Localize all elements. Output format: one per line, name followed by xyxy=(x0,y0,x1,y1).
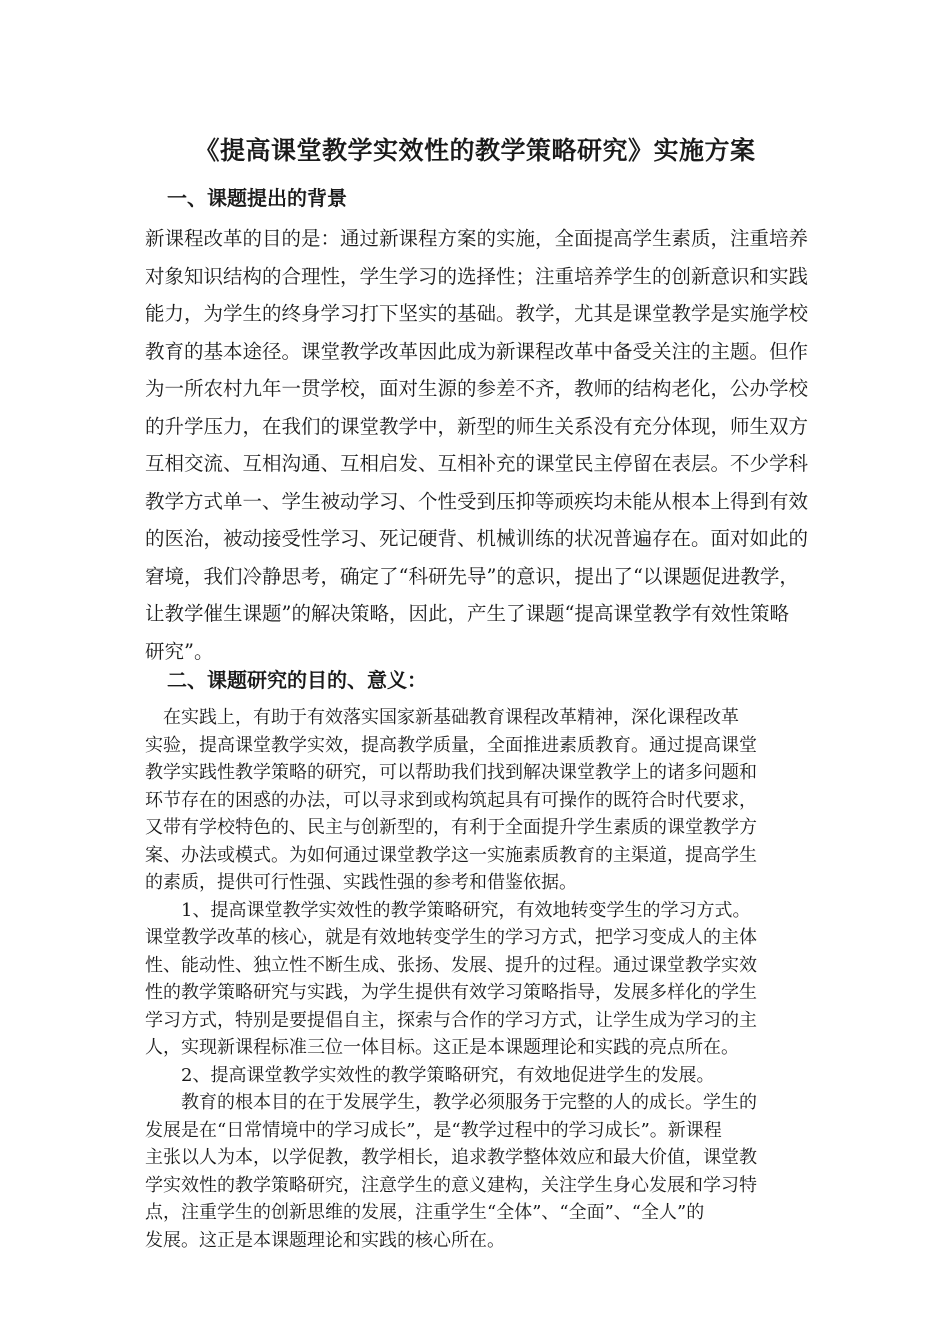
paragraph-line: 点，注重学生的创新思维的发展，注重学生“全体”、“全面”、“全人”的 xyxy=(145,1202,705,1223)
paragraph-line: 性的教学策略研究与实践，为学生提供有效学习策略指导，发展多样化的学生 xyxy=(145,982,757,1003)
paragraph-line: 2、提高课堂教学实效性的教学策略研究，有效地促进学生的发展。 xyxy=(145,1064,715,1086)
paragraph-line: 的升学压力，在我们的课堂教学中，新型的师生关系没有充分体现，师生双方 xyxy=(145,414,809,438)
section-heading-purpose: 二、课题研究的目的、意义： xyxy=(167,668,427,692)
paragraph-line: 新课程改革的目的是：通过新课程方案的实施，全面提高学生素质，注重培养 xyxy=(145,227,809,250)
paragraph-line: 教学实践性教学策略的研究，可以帮助我们找到解决课堂教学上的诸多问题和 xyxy=(145,762,757,783)
paragraph-line: 的素质，提供可行性强、实践性强的参考和借鉴依据。 xyxy=(145,872,577,893)
section-purpose-body xyxy=(145,704,810,1254)
paragraph-line: 主张以人为本，以学促教，教学相长，追求教学整体效应和最大价值，课堂教 xyxy=(145,1147,757,1168)
paragraph-line: 的医治，被动接受性学习、死记硬背、机械训练的状况普遍存在。面对如此的 xyxy=(145,527,809,550)
paragraph-line: 环节存在的困惑的办法，可以寻求到或构筑起具有可操作的既符合时代要求， xyxy=(145,789,757,811)
paragraph-line: 在实践上，有助于有效落实国家新基础教育课程改革精神，深化课程改革 xyxy=(145,707,739,728)
document-title: 《提高课堂教学实效性的教学策略研究》实施方案 xyxy=(194,136,756,165)
paragraph-line: 让教学催生课题”的解决策略，因此，产生了课题“提高课堂教学有效性策略 xyxy=(145,602,789,625)
paragraph-line: 学实效性的教学策略研究，注意学生的意义建构，关注学生身心发展和学习特 xyxy=(145,1174,757,1196)
paragraph-line: 课堂教学改革的核心，就是有效地转变学生的学习方式，把学习变成人的主体 xyxy=(145,927,757,948)
paragraph-line: 教学方式单一、学生被动学习、个性受到压抑等顽疾均未能从根本上得到有效 xyxy=(145,489,809,513)
paragraph-line: 研究”。 xyxy=(145,639,214,663)
section-heading-background: 一、课题提出的背景 xyxy=(167,186,347,210)
paragraph-line: 为一所农村九年一贯学校，面对生源的参差不齐，教师的结构老化，公办学校 xyxy=(145,377,809,400)
section-background-body xyxy=(145,220,810,670)
paragraph-line: 对象知识结构的合理性，学生学习的选择性；注重培养学生的创新意识和实践 xyxy=(145,264,809,288)
paragraph-line: 又带有学校特色的、民主与创新型的，有利于全面提升学生素质的课堂教学方 xyxy=(145,817,757,838)
paragraph-line: 教育的基本途径。课堂教学改革因此成为新课程改革中备受关注的主题。但作 xyxy=(145,339,809,363)
paragraph-line: 窘境，我们冷静思考，确定了“科研先导”的意识，提出了“以课题促进教学， xyxy=(145,564,799,588)
paragraph-line: 性、能动性、独立性不断生成、张扬、发展、提升的过程。通过课堂教学实效 xyxy=(145,954,757,976)
paragraph-line: 实验，提高课堂教学实效，提高教学质量，全面推进素质教育。通过提高课堂 xyxy=(145,734,757,756)
paragraph-line: 学习方式，特别是要提倡自主，探索与合作的学习方式，让学生成为学习的主 xyxy=(145,1009,757,1031)
paragraph-line: 能力，为学生的终身学习打下坚实的基础。教学，尤其是课堂教学是实施学校 xyxy=(145,302,809,325)
paragraph-line: 1、提高课堂教学实效性的教学策略研究，有效地转变学生的学习方式。 xyxy=(145,899,751,921)
paragraph-line: 教育的根本目的在于发展学生，教学必须服务于完整的人的成长。学生的 xyxy=(145,1092,757,1113)
paragraph-line: 人，实现新课程标准三位一体目标。这正是本课题理论和实践的亮点所在。 xyxy=(145,1037,739,1058)
paragraph-line: 发展。这正是本课题理论和实践的核心所在。 xyxy=(145,1229,505,1251)
paragraph-line: 互相交流、互相沟通、互相启发、互相补充的课堂民主停留在表层。不少学科 xyxy=(145,452,809,475)
paragraph-line: 案、办法或模式。为如何通过课堂教学这一实施素质教育的主渠道，提高学生 xyxy=(145,844,757,866)
paragraph-line: 发展是在“日常情境中的学习成长”，是“教学过程中的学习成长”。新课程 xyxy=(145,1119,722,1141)
